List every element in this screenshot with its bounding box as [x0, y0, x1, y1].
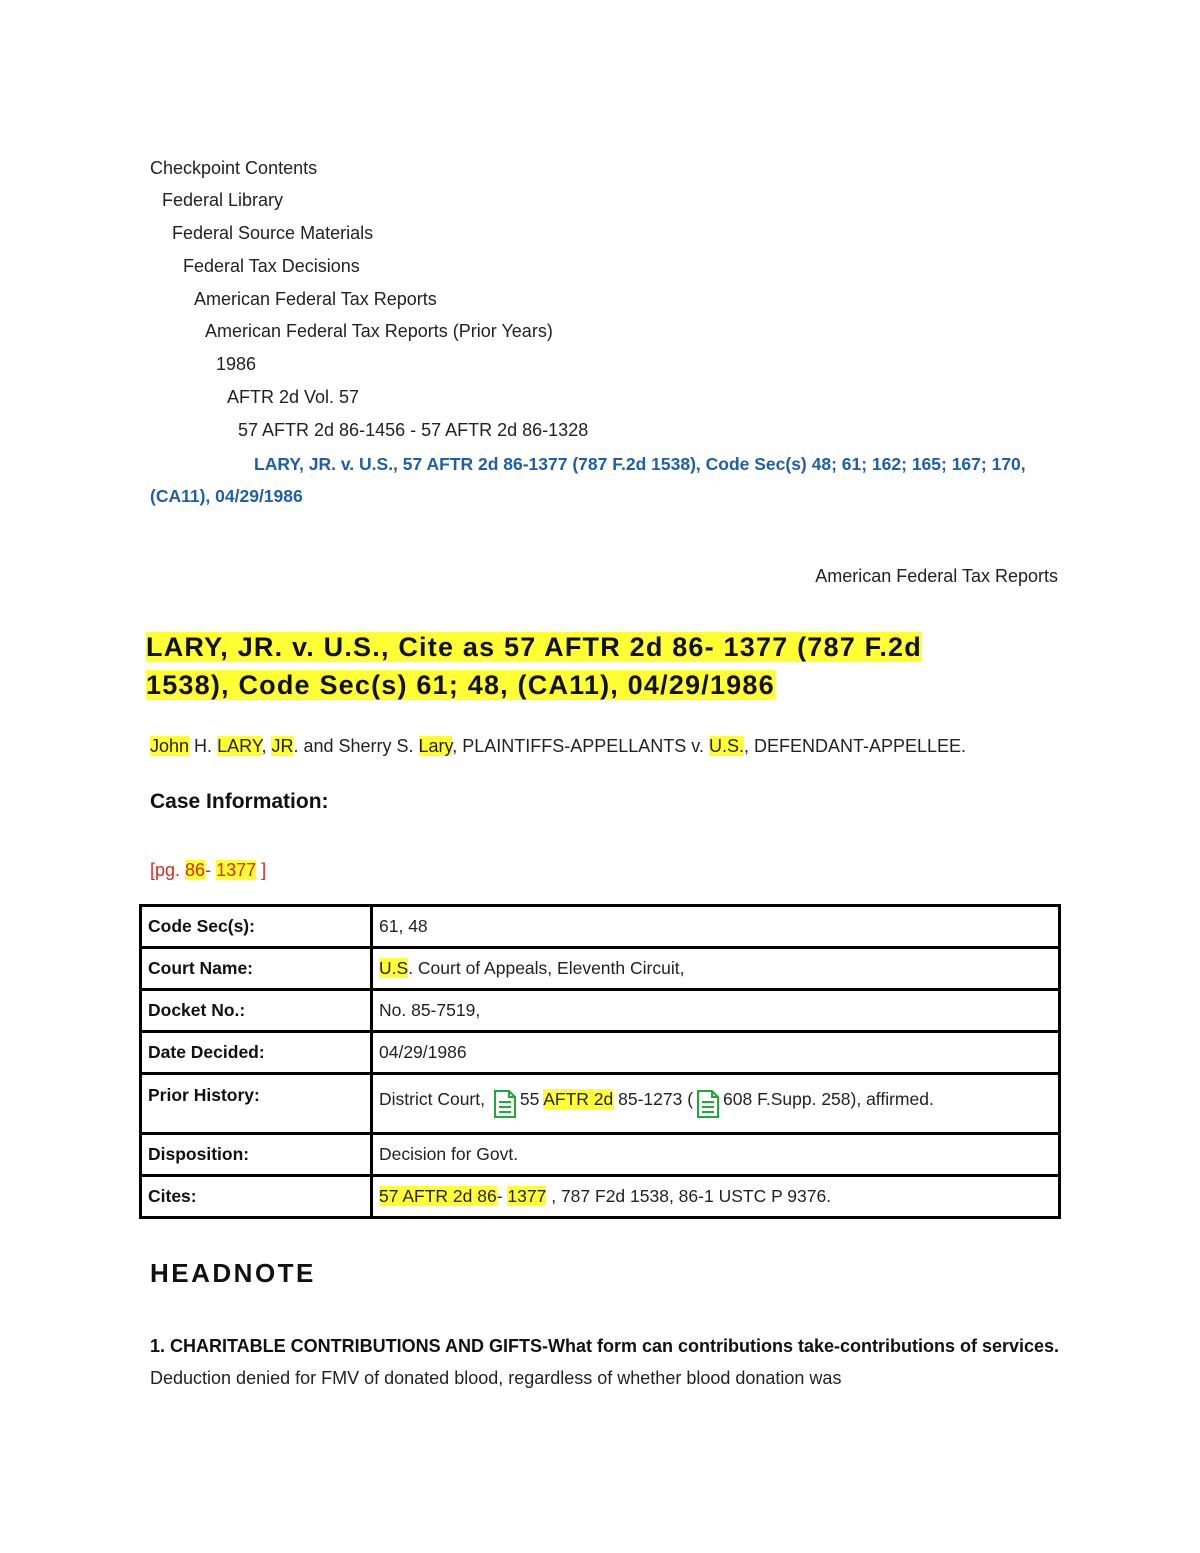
page-marker-dash: - [205, 860, 217, 880]
table-row-prior-history [141, 1074, 1060, 1134]
headnote-heading: HEADNOTE [150, 1258, 316, 1288]
page-marker [150, 860, 266, 881]
party-lary-sherry: Lary [418, 736, 453, 756]
breadcrumb-federal-library[interactable]: Federal Library [162, 190, 284, 210]
breadcrumb-year-1986[interactable]: 1986 [216, 354, 257, 374]
court-rest: . Court of Appeals, Eleventh Circuit, [408, 958, 685, 978]
table-row-disposition [141, 1134, 1060, 1176]
document-icon[interactable] [492, 1089, 518, 1119]
title-line-1: LARY, JR. v. U.S., Cite as 57 AFTR 2d 86- 1377 (787 F.2d [146, 632, 922, 662]
breadcrumb-aftr-range[interactable]: 57 AFTR 2d 86-1456 - 57 AFTR 2d 86-1328 [238, 420, 589, 440]
party-text: H. [189, 736, 218, 756]
row-label: Code Sec(s): [141, 906, 372, 948]
cite-rest: , 787 F2d 1538, 86-1 USTC P 9376. [546, 1186, 832, 1206]
breadcrumb-aftr-prior-years[interactable]: American Federal Tax Reports (Prior Years) [205, 321, 553, 341]
table-row-date-decided [141, 1032, 1060, 1074]
row-label: Prior History: [141, 1074, 372, 1134]
party-text: , [261, 736, 272, 756]
row-label: Date Decided: [141, 1032, 372, 1074]
document-title [146, 628, 1046, 704]
breadcrumb-checkpoint-contents[interactable]: Checkpoint Contents [150, 158, 318, 178]
party-text: , DEFENDANT-APPELLEE. [743, 736, 967, 756]
row-label: Cites: [141, 1176, 372, 1218]
breadcrumb-federal-source-materials[interactable]: Federal Source Materials [172, 223, 374, 243]
case-information-heading: Case Information: [150, 790, 329, 813]
breadcrumb-federal-tax-decisions[interactable]: Federal Tax Decisions [183, 256, 360, 276]
page-marker-page: 1377 [216, 860, 257, 880]
cite-page: 1377 [507, 1186, 547, 1206]
prior-cite-rest[interactable]: 85-1273 ( [613, 1088, 694, 1109]
row-label: Disposition: [141, 1134, 372, 1176]
row-value [372, 1074, 1060, 1134]
party-lary: LARY [217, 736, 262, 756]
party-john: John [150, 736, 190, 756]
prior-fsupp[interactable]: 608 F.Supp. 258), affirmed. [723, 1088, 934, 1109]
table-row-code-secs [141, 906, 1060, 948]
party-text: , PLAINTIFFS-APPELLANTS v. [452, 736, 709, 756]
breadcrumb-aftr-vol-57[interactable]: AFTR 2d Vol. 57 [227, 387, 360, 407]
table-row-cites [141, 1176, 1060, 1218]
page-marker-close: ] [256, 860, 267, 880]
breadcrumb-american-federal-tax-reports[interactable]: American Federal Tax Reports [194, 289, 437, 309]
party-jr: JR [271, 736, 294, 756]
source-label: American Federal Tax Reports [815, 566, 1058, 586]
row-value: Decision for Govt. [372, 1134, 1060, 1176]
current-document-link[interactable]: LARY, JR. v. U.S., 57 AFTR 2d 86-1377 (787 F.2d 1538), Code Sec(s) 48; 61; 162; 165; 167; 170, (CA11), 04/29/1986 [150, 454, 1026, 506]
row-value: 04/29/1986 [372, 1032, 1060, 1074]
table-row-docket [141, 990, 1060, 1032]
row-value: No. 85-7519, [372, 990, 1060, 1032]
page-marker-open: [pg. [150, 860, 186, 880]
party-us: U.S. [708, 736, 744, 756]
row-value: 61, 48 [372, 906, 1060, 948]
court-us: U.S [379, 958, 409, 978]
party-text: . and Sherry S. [293, 736, 419, 756]
document-icon[interactable] [695, 1089, 721, 1119]
row-label: Docket No.: [141, 990, 372, 1032]
cite-dash: - [496, 1186, 508, 1206]
row-value [372, 948, 1060, 990]
prior-prefix: District Court, [379, 1088, 490, 1109]
parties-line [150, 736, 966, 757]
prior-volume[interactable]: 55 [519, 1088, 544, 1109]
headnote-text: Deduction denied for FMV of donated blood, regardless of whether blood donation was [150, 1368, 842, 1388]
headnote-bold-lead: 1. CHARITABLE CONTRIBUTIONS AND GIFTS-What form can contributions take-contributions of services. [150, 1336, 1060, 1356]
table-row-court-name [141, 948, 1060, 990]
title-line-2: 1538), Code Sec(s) 61; 48, (CA11), 04/29/1986 [146, 670, 775, 700]
cite-aftr: 57 AFTR 2d 86 [379, 1186, 497, 1206]
headnote-paragraph [150, 1330, 1065, 1394]
page-marker-series: 86 [185, 860, 206, 880]
prior-aftr[interactable]: AFTR 2d [543, 1088, 614, 1109]
case-information-table [139, 904, 1061, 1219]
row-value [372, 1176, 1060, 1218]
row-label: Court Name: [141, 948, 372, 990]
